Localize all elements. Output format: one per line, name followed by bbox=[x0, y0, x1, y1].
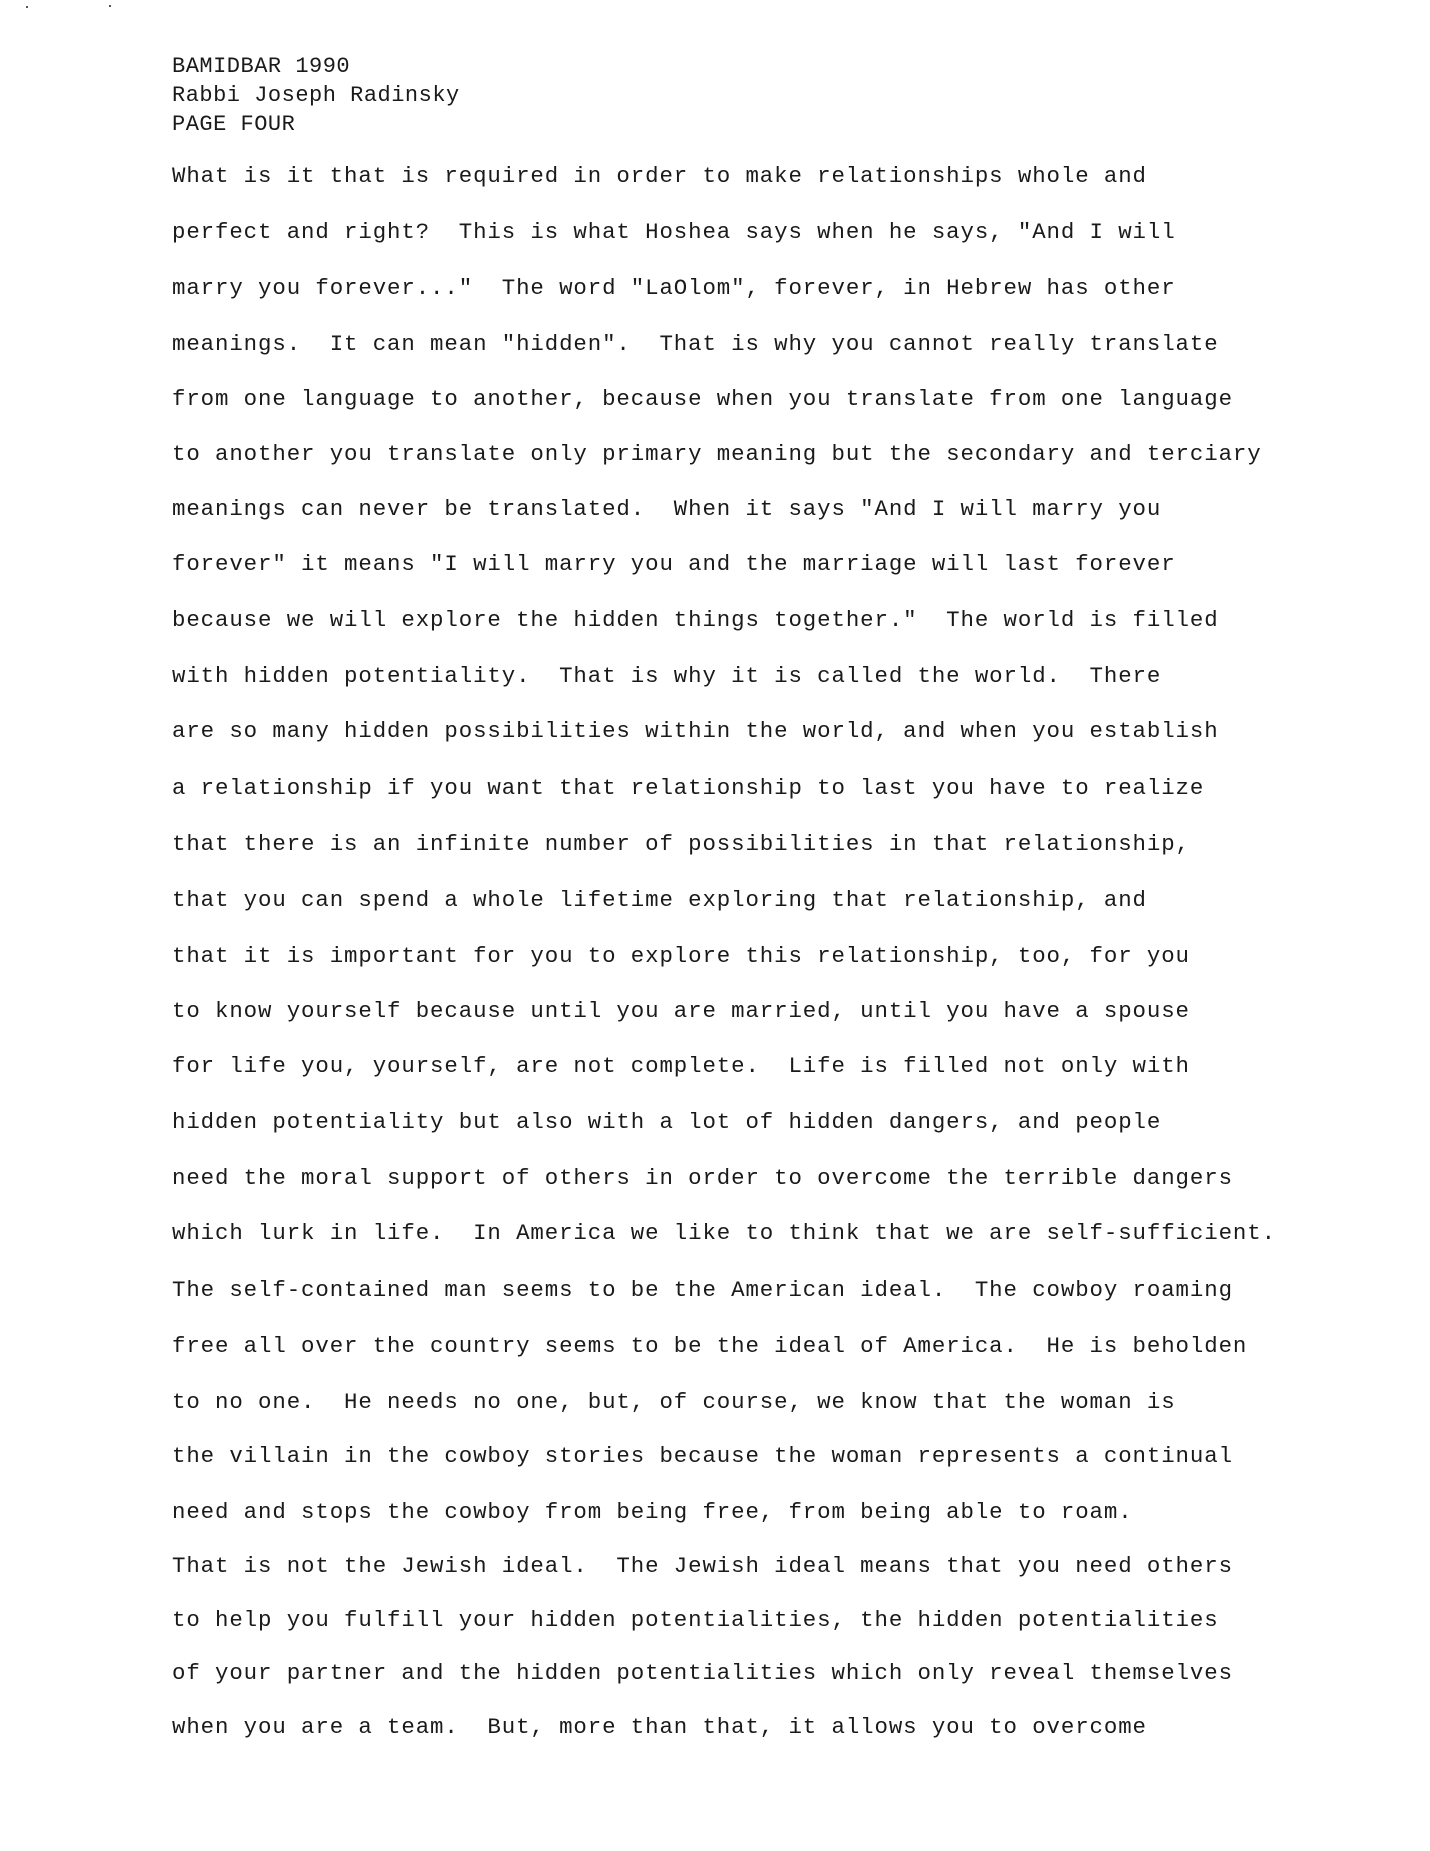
body-line: marry you forever..." The word "LaOlom", forever, in Hebrew has other bbox=[172, 275, 1176, 301]
body-line: which lurk in life. In America we like to think that we are self-sufficient. bbox=[172, 1220, 1276, 1246]
header-page-label: PAGE FOUR bbox=[172, 112, 296, 137]
body-line: That is not the Jewish ideal. The Jewish ideal means that you need others bbox=[172, 1553, 1233, 1579]
body-line: when you are a team. But, more than that, it allows you to overcome bbox=[172, 1714, 1147, 1740]
body-line: forever" it means "I will marry you and the marriage will last forever bbox=[172, 551, 1176, 577]
document-header bbox=[172, 52, 460, 139]
body-line: a relationship if you want that relationship to last you have to realize bbox=[172, 775, 1205, 801]
body-line: from one language to another, because when you translate from one language bbox=[172, 386, 1233, 412]
body-line: for life you, yourself, are not complete. Life is filled not only with bbox=[172, 1053, 1190, 1079]
body-line: of your partner and the hidden potentialities which only reveal themselves bbox=[172, 1660, 1233, 1686]
body-line: meanings. It can mean "hidden". That is why you cannot really translate bbox=[172, 331, 1219, 357]
body-line: The self-contained man seems to be the American ideal. The cowboy roaming bbox=[172, 1277, 1233, 1303]
body-line: that it is important for you to explore this relationship, too, for you bbox=[172, 943, 1190, 969]
body-line: to no one. He needs no one, but, of course, we know that the woman is bbox=[172, 1389, 1176, 1415]
body-line: free all over the country seems to be the ideal of America. He is beholden bbox=[172, 1333, 1248, 1359]
scan-speck bbox=[109, 5, 111, 7]
scan-speck bbox=[26, 6, 28, 8]
header-author: Rabbi Joseph Radinsky bbox=[172, 83, 460, 108]
body-line: are so many hidden possibilities within the world, and when you establish bbox=[172, 718, 1219, 744]
body-line: because we will explore the hidden things together." The world is filled bbox=[172, 607, 1219, 633]
body-line: hidden potentiality but also with a lot of hidden dangers, and people bbox=[172, 1109, 1162, 1135]
body-line: that there is an infinite number of possibilities in that relationship, bbox=[172, 831, 1190, 857]
body-line: with hidden potentiality. That is why it is called the world. There bbox=[172, 663, 1162, 689]
body-line: to another you translate only primary meaning but the secondary and terciary bbox=[172, 441, 1262, 467]
body-line: meanings can never be translated. When it says "And I will marry you bbox=[172, 496, 1162, 522]
body-line: What is it that is required in order to make relationships whole and bbox=[172, 163, 1147, 189]
header-title: BAMIDBAR 1990 bbox=[172, 54, 351, 79]
body-line: the villain in the cowboy stories because the woman represents a continual bbox=[172, 1443, 1233, 1469]
body-line: need the moral support of others in order to overcome the terrible dangers bbox=[172, 1165, 1233, 1191]
body-line: need and stops the cowboy from being free, from being able to roam. bbox=[172, 1499, 1133, 1525]
body-line: to know yourself because until you are married, until you have a spouse bbox=[172, 998, 1190, 1024]
body-line: that you can spend a whole lifetime exploring that relationship, and bbox=[172, 887, 1147, 913]
body-line: perfect and right? This is what Hoshea says when he says, "And I will bbox=[172, 219, 1176, 245]
body-line: to help you fulfill your hidden potentialities, the hidden potentialities bbox=[172, 1607, 1219, 1633]
